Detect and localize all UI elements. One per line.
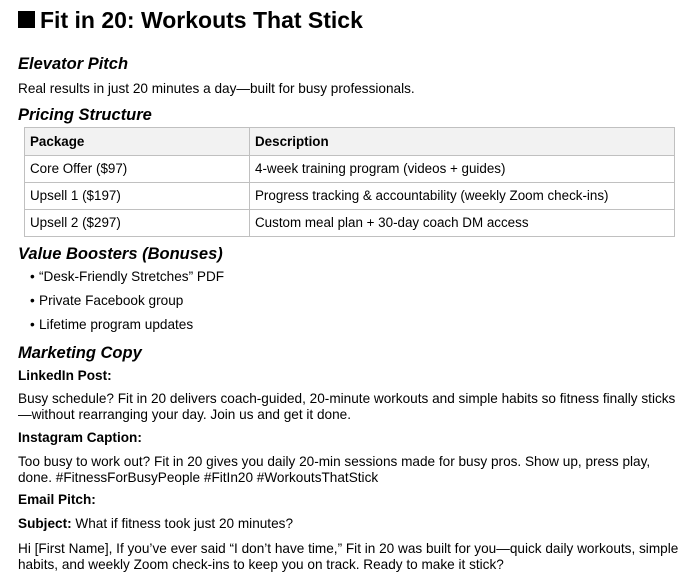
linkedin-label: LinkedIn Post: xyxy=(18,368,112,383)
subject-text: What if fitness took just 20 minutes? xyxy=(75,516,294,531)
square-bullet-icon xyxy=(18,11,35,28)
marketing-copy-heading: Marketing Copy xyxy=(18,344,142,362)
package-cell: Core Offer ($97) xyxy=(25,156,250,183)
value-boosters-heading: Value Boosters (Bonuses) xyxy=(18,245,223,263)
email-body-text: Hi [First Name], If you’ve ever said “I don’t have time,” Fit in 20 was built for you—quick daily workouts, simple habits, and weekly Zoom check-ins to keep you on track. Ready to make it stick? xyxy=(18,541,679,572)
bonus-item-text: “Desk-Friendly Stretches” PDF xyxy=(39,269,225,284)
column-header-description: Description xyxy=(250,128,675,156)
elevator-pitch-text: Real results in just 20 minutes a day—built for busy professionals. xyxy=(18,81,415,96)
instagram-label: Instagram Caption: xyxy=(18,430,142,445)
column-header-package: Package xyxy=(25,128,250,156)
bullet-icon: • xyxy=(30,269,35,284)
subject-label: Subject: xyxy=(18,516,72,531)
package-cell: Upsell 2 ($297) xyxy=(25,210,250,237)
email-pitch-label: Email Pitch: xyxy=(18,492,96,507)
pricing-structure-heading: Pricing Structure xyxy=(18,106,152,124)
table-row xyxy=(25,183,675,210)
list-item xyxy=(30,293,224,317)
table-row xyxy=(25,156,675,183)
pricing-table xyxy=(24,127,675,237)
list-item xyxy=(30,269,224,293)
bonus-item-text: Lifetime program updates xyxy=(39,317,194,332)
linkedin-text: Busy schedule? Fit in 20 delivers coach-guided, 20-minute workouts and simple habits so fitness finally sticks—without rearranging your day. Join us and get it done. xyxy=(18,391,676,422)
email-subject-line xyxy=(18,516,686,532)
bullet-icon: • xyxy=(30,317,35,332)
list-item xyxy=(30,317,224,341)
instagram-text: Too busy to work out? Fit in 20 gives you daily 20-min sessions made for busy pros. Show up, press play, done. #FitnessForBusyPeople #FitIn20 #WorkoutsThatStick xyxy=(18,454,651,485)
description-cell: Progress tracking & accountability (weekly Zoom check-ins) xyxy=(250,183,675,210)
table-header-row xyxy=(25,128,675,156)
description-cell: Custom meal plan + 30-day coach DM access xyxy=(250,210,675,237)
table-row xyxy=(25,210,675,237)
description-cell: 4-week training program (videos + guides) xyxy=(250,156,675,183)
bullet-icon: • xyxy=(30,293,35,308)
bonuses-list xyxy=(30,269,224,341)
page-title-text: Fit in 20: Workouts That Stick xyxy=(40,7,363,33)
page-title xyxy=(18,7,363,34)
package-cell: Upsell 1 ($197) xyxy=(25,183,250,210)
bonus-item-text: Private Facebook group xyxy=(39,293,184,308)
elevator-pitch-heading: Elevator Pitch xyxy=(18,55,129,73)
